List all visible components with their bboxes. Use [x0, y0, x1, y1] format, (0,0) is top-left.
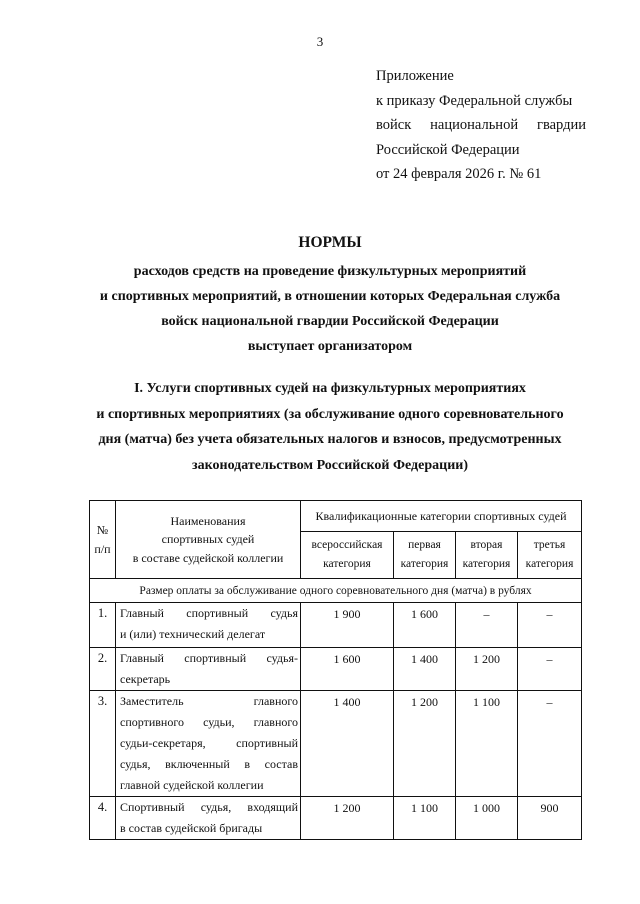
appendix-line: войск национальной гвардии [376, 117, 586, 133]
row-referee-name [116, 691, 301, 797]
category-line: первая [408, 539, 441, 551]
table-header-row [90, 501, 582, 532]
category-line: категория [323, 558, 371, 570]
header-category [394, 532, 456, 579]
title-line: и спортивных мероприятий, в отношении которых Федеральная служба [99, 289, 561, 304]
value-cell: 1 100 [456, 691, 518, 797]
name-line: секретарь [120, 672, 171, 686]
name-line: судья, включенный в состав [120, 757, 298, 771]
name-line: Заместитель главного [120, 694, 298, 708]
category-line: категория [400, 558, 449, 570]
category-line: всероссийская [311, 539, 383, 551]
category-line: категория [462, 558, 511, 570]
name-line: Главный спортивный судья [120, 606, 298, 620]
value-cell: 1 400 [394, 648, 456, 691]
title-line: войск национальной гвардии Российской Федерации [161, 314, 499, 329]
appendix-line: Приложение [376, 68, 454, 84]
value-cell: – [518, 603, 582, 648]
header-name-line: в составе судейской коллегии [132, 550, 284, 565]
value-cell: – [518, 648, 582, 691]
value-cell: 1 200 [456, 648, 518, 691]
category-line: третья [533, 539, 566, 551]
table-subheader-row [90, 579, 582, 603]
value-cell: – [456, 603, 518, 648]
value-cell: 1 600 [394, 603, 456, 648]
name-line: спортивного судьи, главного [120, 715, 298, 729]
value-cell: 1 900 [301, 603, 394, 648]
section-line: законодательством Российской Федерации) [192, 457, 468, 473]
header-category [456, 532, 518, 579]
header-referee-name [116, 501, 301, 579]
header-qualification: Квалификационные категории спортивных судей [301, 501, 582, 532]
name-line: Главный спортивный судья- [120, 651, 298, 665]
section-line: дня (матча) без учета обязательных налогов и взносов, предусмотренных [98, 432, 562, 447]
row-number: 2. [90, 648, 116, 691]
section-line: I. Услуги спортивных судей на физкультурных мероприятиях [134, 381, 526, 396]
value-cell: 1 100 [394, 797, 456, 840]
row-number: 4. [90, 797, 116, 840]
section-heading [60, 376, 600, 478]
row-referee-name [116, 797, 301, 840]
row-referee-name [116, 648, 301, 691]
value-cell: 1 000 [456, 797, 518, 840]
document-title: НОРМЫ [298, 234, 362, 251]
row-number: 3. [90, 691, 116, 797]
name-line: и (или) технический делегат [120, 627, 266, 641]
header-category [301, 532, 394, 579]
row-referee-name [116, 603, 301, 648]
value-cell: 1 600 [301, 648, 394, 691]
header-number [90, 501, 116, 579]
name-line: в состав судейской бригады [120, 821, 263, 835]
payment-subheader: Размер оплаты за обслуживание одного соревновательного дня (матча) в рублях [90, 579, 582, 603]
header-name-line: Наименования [170, 513, 246, 528]
title-line: расходов средств на проведение физкультурных мероприятий [133, 264, 527, 279]
title-line: выступает организатором [247, 339, 413, 354]
category-line: вторая [470, 539, 503, 551]
value-cell: 900 [518, 797, 582, 840]
value-cell: – [518, 691, 582, 797]
appendix-line: к приказу Федеральной службы [376, 92, 573, 109]
table-row [90, 603, 582, 648]
row-number: 1. [90, 603, 116, 648]
name-line: Спортивный судья, входящий [120, 800, 298, 814]
name-line: судьи-секретаря, спортивный [120, 736, 298, 750]
table-row [90, 648, 582, 691]
norms-table [89, 500, 582, 840]
header-number-line: № [96, 522, 109, 537]
name-line: главной судейской коллегии [120, 778, 264, 792]
category-line: категория [525, 558, 574, 570]
page-number: 3 [316, 34, 324, 49]
section-line: и спортивных мероприятиях (за обслуживание одного соревновательного [96, 406, 564, 422]
document-title-block [60, 233, 600, 359]
value-cell: 1 400 [301, 691, 394, 797]
table-row [90, 691, 582, 797]
appendix-line: от 24 февраля 2026 г. № 61 [376, 166, 542, 182]
header-category [518, 532, 582, 579]
value-cell: 1 200 [301, 797, 394, 840]
header-number-line: п/п [94, 541, 111, 556]
appendix-line: Российской Федерации [376, 141, 520, 158]
table-row [90, 797, 582, 840]
header-name-line: спортивных судей [161, 532, 255, 547]
appendix-block [376, 64, 586, 187]
value-cell: 1 200 [394, 691, 456, 797]
